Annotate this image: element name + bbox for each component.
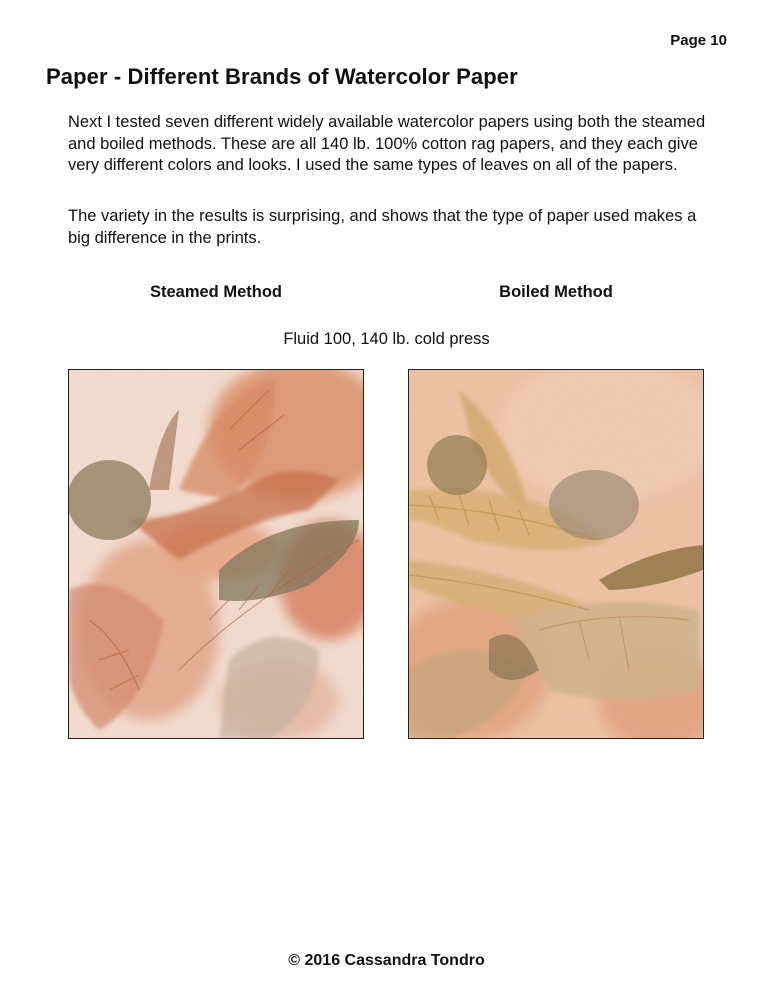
copyright-footer: © 2016 Cassandra Tondro xyxy=(288,952,485,969)
page-number: Page 10 xyxy=(670,32,727,49)
intro-paragraph: Next I tested seven different widely available watercolor papers using both the steamed and boiled methods. These are all 140 lb. 100% cotton rag papers, and they each give very different colors and looks. I used the same types of leaves on all of the papers. xyxy=(68,113,706,174)
boiled-method-heading: Boiled Method xyxy=(499,283,613,301)
steamed-method-heading: Steamed Method xyxy=(149,283,283,301)
steamed-print-image xyxy=(68,369,364,739)
boiled-print-image xyxy=(408,369,704,739)
page-title: Paper - Different Brands of Watercolor Paper xyxy=(46,64,518,89)
paper-caption: Fluid 100, 140 lb. cold press xyxy=(283,330,490,348)
variety-paragraph: The variety in the results is surprising, and shows that the type of paper used makes a big difference in the prints. xyxy=(68,207,697,247)
